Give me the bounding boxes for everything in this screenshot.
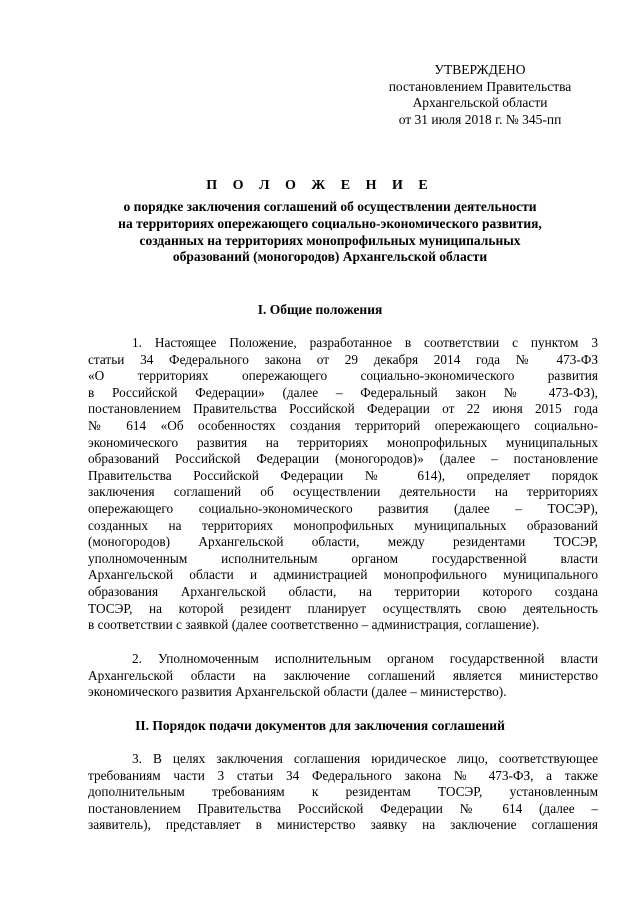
paragraph-line: в Российской Федерации» (далее – Федеральный закон № 473-ФЗ), [88,384,598,400]
section-heading-general-provisions: I. Общие положения [257,302,383,317]
subtitle-line: о порядке заключения соглашений об осуществлении деятельности [123,199,537,214]
paragraph-line: дополнительным требованиям к резидентам ТОСЭР, установленным [88,784,598,800]
paragraph-line: Архангельской области и администрацией монопрофильного муниципального [88,567,598,583]
paragraph-line: Правительства Российской Федерации № 614), определяет порядок [88,467,598,483]
paragraph-line: уполномоченным исполнительным органом государственной власти [88,550,598,566]
paragraph-line: опережающего социально-экономического развития (далее – ТОСЭР), [88,500,598,516]
paragraph-line: 1. Настоящее Положение, разработанное в соответствии с пунктом 3 [132,335,598,350]
approval-line-2: постановлением Правительства [388,78,572,94]
approval-block [340,62,620,128]
paragraph-line: постановлением Правительства Российской Федерации № 614 (далее – [88,800,598,816]
paragraph-line: ТОСЭР, на которой резидент планирует осуществлять свою деятельность [88,600,598,616]
paragraph-line: статьи 34 Федерального закона от 29 декабря 2014 года № 473-ФЗ [88,351,598,367]
paragraph-line: созданных на территориях монопрофильных муниципальных образований [88,517,598,533]
paragraph-1 [88,335,598,634]
approval-line-3: Архангельской области [412,95,548,110]
paragraph-line: (моногородов) Архангельской области, между резидентами ТОСЭР, [88,534,598,550]
paragraph-line: Архангельской области на заключение соглашений является министерство [88,667,598,683]
paragraph-line: экономического развития Архангельской области (далее – министерство). [88,684,507,700]
paragraph-line: экономического развития на территориях монопрофильных муниципальных [88,434,598,450]
approval-line-4: от 31 июля 2018 г. № 345-пп [398,111,562,127]
paragraph-line: в соответствии с заявкой (далее соответственно – администрация, соглашение). [88,617,540,633]
paragraph-3 [88,751,598,834]
paragraph-line: образования Архангельской области, на территории которого создана [88,583,598,599]
paragraph-line: заключения соглашений об осуществлении деятельности на территориях [88,484,598,500]
subtitle-line: созданных на территориях монопрофильных муниципальных [139,232,521,248]
paragraph-line: требованиям части 3 статьи 34 Федерального закона № 473-ФЗ, а также [88,767,598,783]
paragraph-line: «О территориях опережающего социально-экономического развития [88,368,598,384]
paragraph-2 [88,651,598,701]
document-title: П О Л О Ж Е Н И Е [206,178,434,193]
section-heading-document-submission: II. Порядок подачи документов для заключения соглашений [135,718,505,733]
paragraph-line: постановлением Правительства Российской Федерации от 22 июня 2015 года [88,401,598,417]
paragraph-line: 3. В целях заключения соглашения юридическое лицо, соответствующее [132,751,598,766]
paragraph-line: 2. Уполномоченным исполнительным органом государственной власти [132,651,598,666]
document-subtitle [60,199,600,266]
paragraph-line: образований Российской Федерации (моногородов)» (далее – постановление [88,451,598,467]
approval-line-1: УТВЕРЖДЕНО [434,62,526,77]
subtitle-line: на территориях опережающего социально-экономического развития, [118,215,542,231]
paragraph-line: № 614 «Об особенностях создания территорий опережающего социально- [88,417,598,433]
subtitle-line: образований (моногородов) Архангельской области [172,249,488,265]
paragraph-line: заявитель), представляет в министерство заявку на заключение соглашения [88,817,598,833]
